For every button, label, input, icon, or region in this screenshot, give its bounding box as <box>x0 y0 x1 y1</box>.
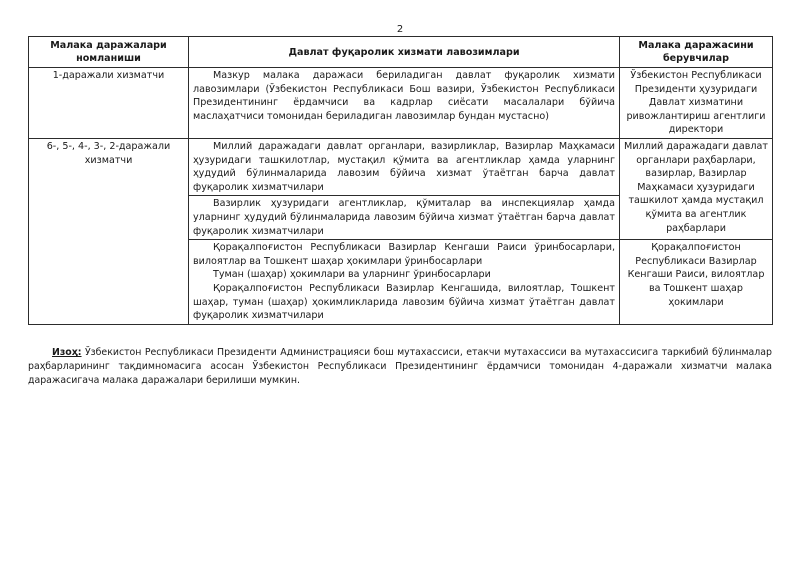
row2-positions-b: Вазирлик ҳузуридаги агентликлар, қўмиталар ва инспекциялар ҳамда уларнинг ҳудудий бўлинмаларида лавозим бўйича хизмат ўтаётган барча давлат фуқаролик хизматчилари <box>193 198 615 237</box>
row2-positions-c2: Туман (шаҳар) ҳокимлари ва уларнинг ўринбосарлари <box>213 269 491 281</box>
header-granting-authority: Малака даражасини берувчилар <box>620 37 773 68</box>
row2-positions-a: Миллий даражадаги давлат органлари, вазирликлар, Вазирлар Маҳкамаси ҳузуридаги ташкилотлар, мустақил қўмита ва агентликлар ҳамда уларнинг ҳудудий бўлинмаларида лавозим бўйича хизмат ўтаётган барча давлат фуқаролик хизматчилари <box>193 140 615 193</box>
page-number: 2 <box>396 24 404 35</box>
qualification-table <box>28 36 773 325</box>
footnote-text: Ўзбекистон Республикаси Президенти Администрацияси бош мутахассиси, етакчи мутахассиси ва мутахассисига таркибий бўлинмалар раҳбарларининг тақдимномасига асосан Ўзбекистон Республикаси Президентининг ёрдамчиси томонидан 4-даражали хизматчи малака даражасигача малака даражалари берилиши мумкин. <box>28 347 772 386</box>
row2-category: 6-, 5-, 4-, 3-, 2-даражали хизматчи <box>29 138 189 324</box>
header-positions: Давлат фуқаролик хизмати лавозимлари <box>189 37 620 68</box>
row2-positions-c1: Қорақалпоғистон Республикаси Вазирлар Кенгаши Раиси ўринбосарлари, вилоятлар ва Тошкент шаҳар ҳокимлари ўринбосарлари <box>193 242 615 267</box>
row2-authority-ab: Миллий даражадаги давлат органлари раҳбарлари, вазирлар, Вазирлар Маҳкамаси ҳузуридаги ташкилот ҳамда мустақил қўмита ва агентлик раҳбарлари <box>624 140 768 234</box>
row1-category: 1-даражали хизматчи <box>29 68 189 139</box>
row1-authority: Ўзбекистон Республикаси Президенти ҳузуридаги Давлат хизматини ривожлантириш агентлиги директори <box>626 70 766 136</box>
row1-positions: Мазкур малака даражаси бериладиган давлат фуқаролик хизмати лавозимлари (Ўзбекистон Республикаси Бош вазири, Ўзбекистон Республикаси Президентининг ёрдамчиси ва кадрлар сиёсати масалалари бўйича маслаҳатчиси томонидан бериладиган лавозимлар бундан мустасно) <box>193 70 615 122</box>
header-qualification-level: Малака даражалари номланиши <box>29 37 189 68</box>
row2-positions-c3: Қорақалпоғистон Республикаси Вазирлар Кенгашида, вилоятлар, Тошкент шаҳар, туман (шаҳар) ҳокимликларида лавозим бўйича хизмат ўтаётган давлат фуқаролик хизматчилари <box>193 282 615 322</box>
footnote <box>28 346 772 388</box>
table-row <box>29 68 773 139</box>
row2-authority-c: Қорақалпоғистон Республикаси Вазирлар Кенгаши Раиси, вилоятлар ва Тошкент шаҳар ҳокимлари <box>627 242 765 308</box>
table-header-row <box>29 37 773 68</box>
table-row <box>29 138 773 195</box>
footnote-label: Изоҳ: <box>52 347 82 358</box>
